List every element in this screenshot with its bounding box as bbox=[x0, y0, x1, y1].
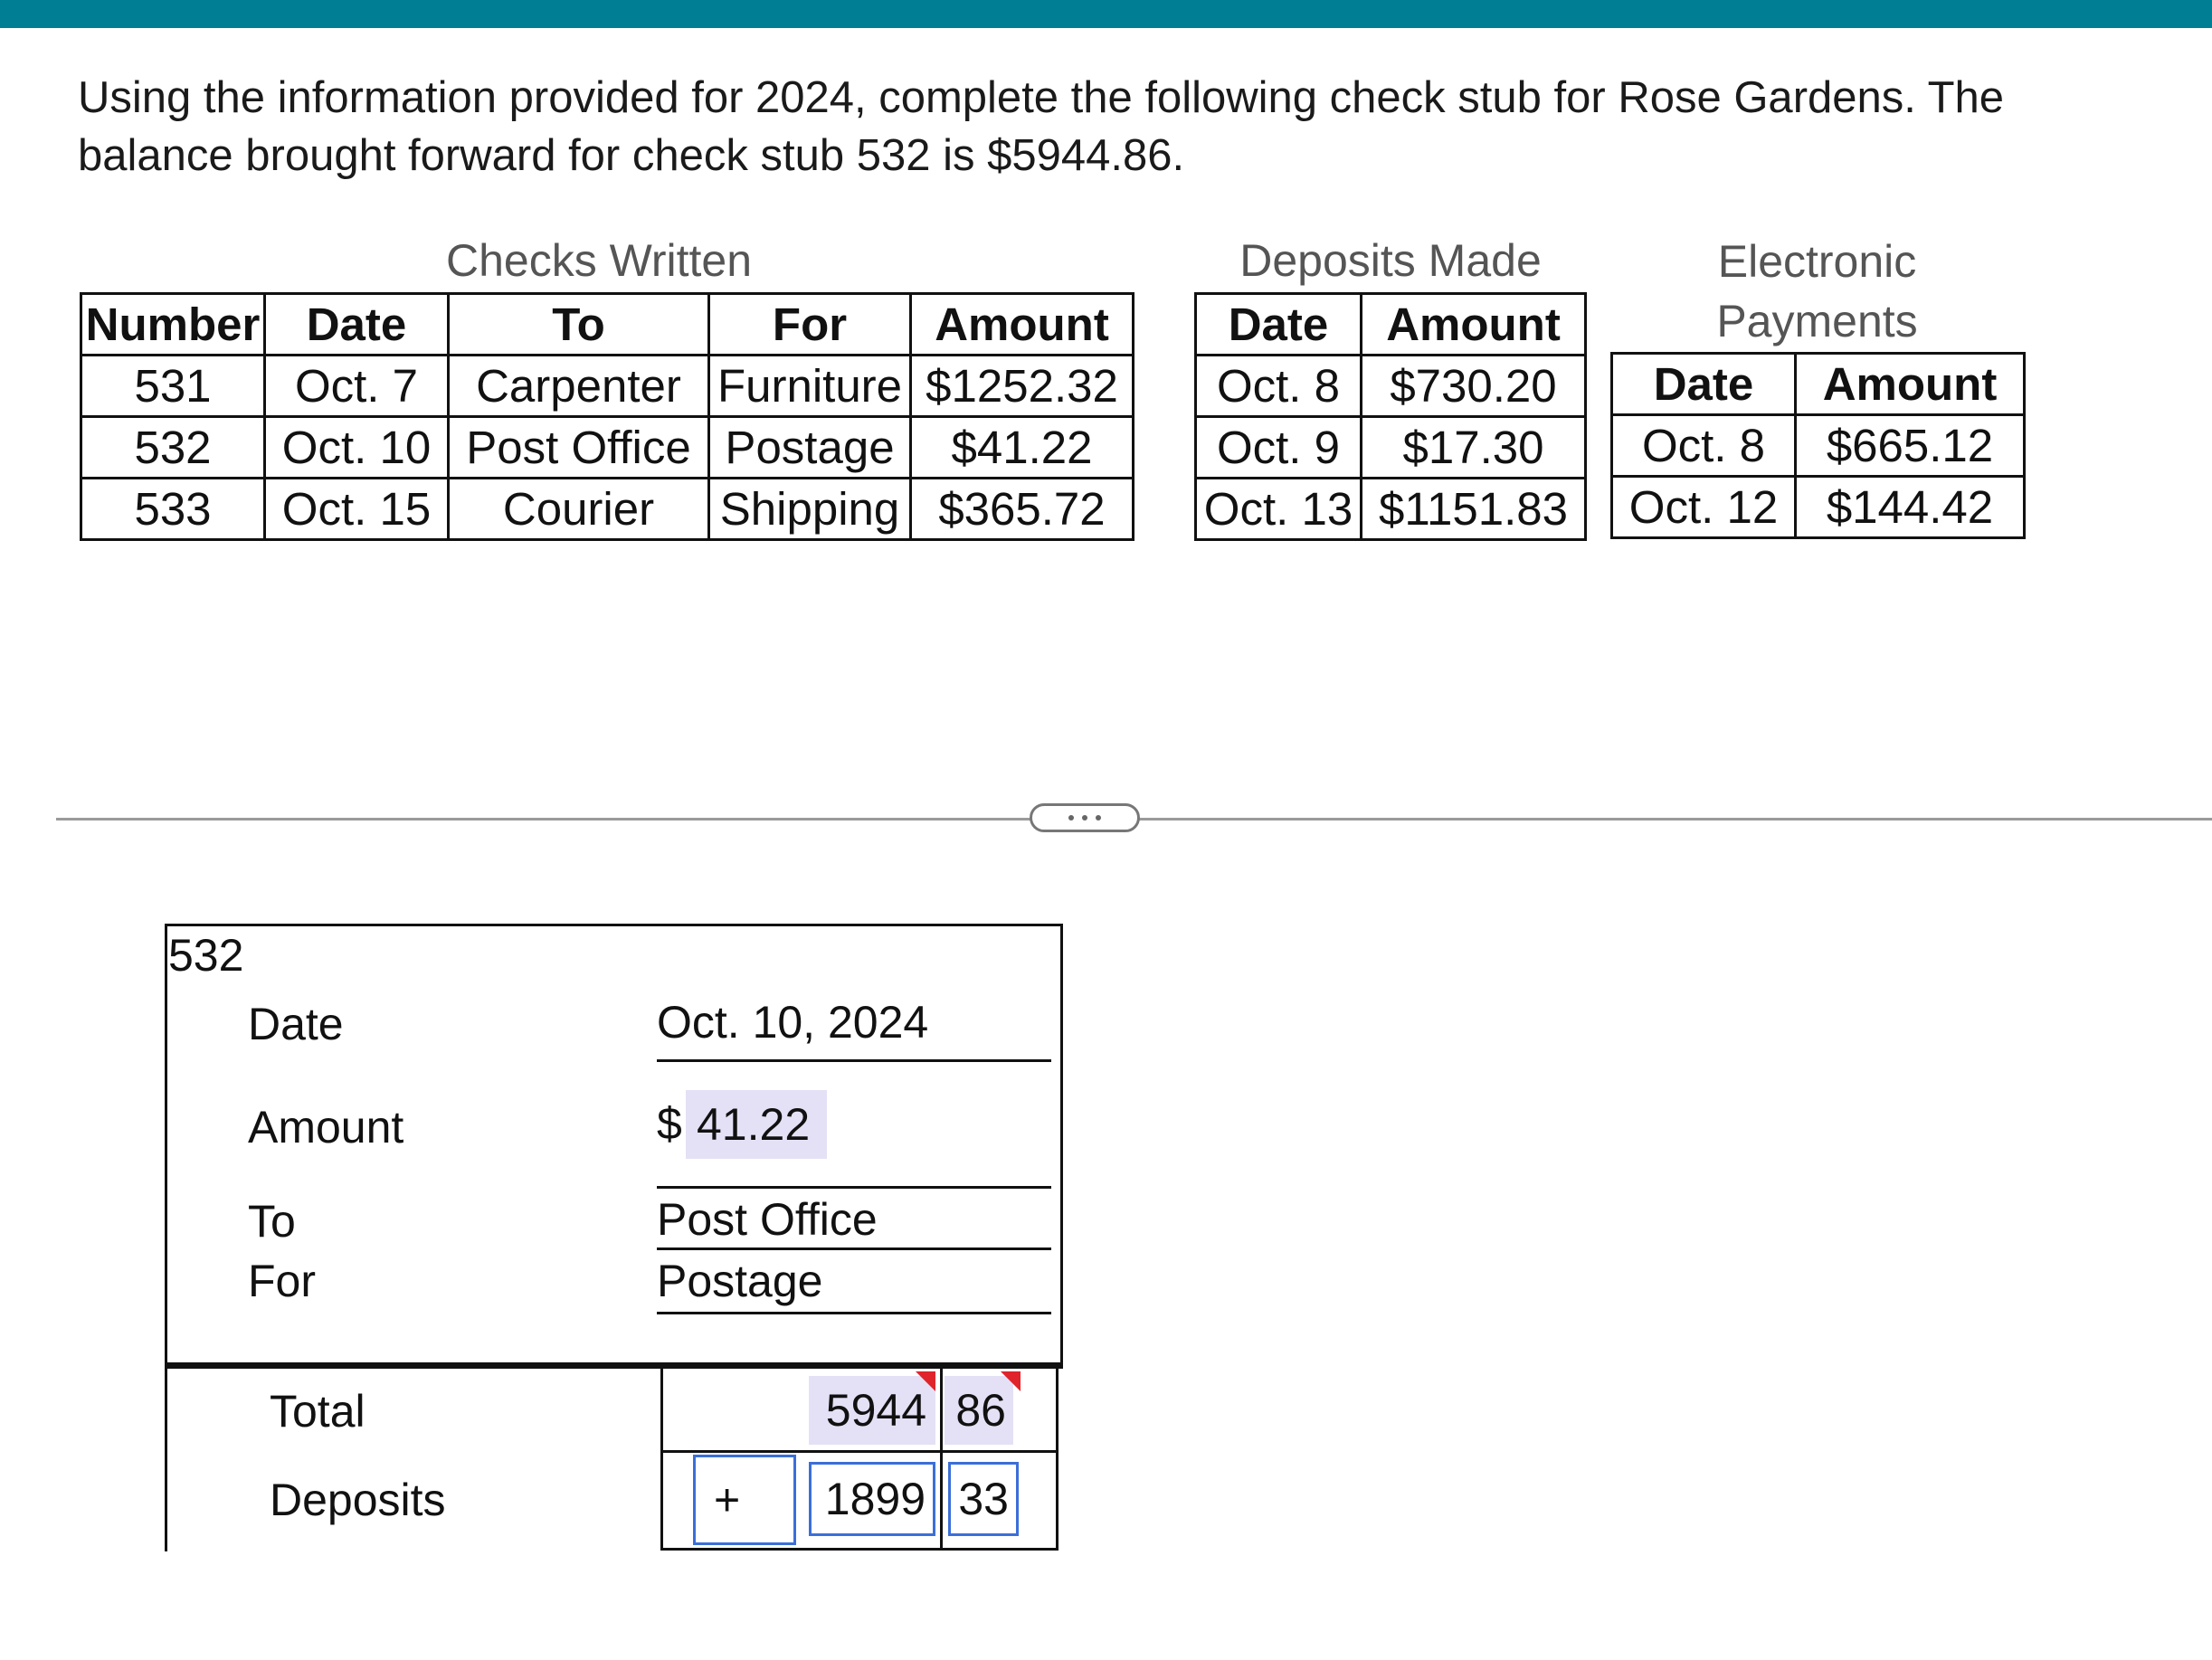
for-value: Postage bbox=[657, 1256, 823, 1306]
total-dollars: 5944 bbox=[809, 1376, 935, 1445]
column-header: For bbox=[709, 294, 911, 356]
divider-drag-handle[interactable] bbox=[1030, 803, 1140, 832]
table-cell: $365.72 bbox=[911, 479, 1134, 540]
deposits-made-caption: Deposits Made bbox=[1239, 235, 1542, 286]
to-underline bbox=[657, 1247, 1051, 1250]
error-flag-icon bbox=[1001, 1371, 1021, 1391]
table-cell: Oct. 12 bbox=[1612, 477, 1796, 538]
dot-icon bbox=[1082, 815, 1087, 821]
total-label: Total bbox=[270, 1386, 366, 1437]
table-cell: $41.22 bbox=[911, 417, 1134, 479]
table-row bbox=[1196, 479, 1586, 540]
deposits-cents-input[interactable]: 33 bbox=[948, 1462, 1019, 1536]
dot-icon bbox=[1096, 815, 1101, 821]
deposits-dollars-input[interactable]: 1899 bbox=[809, 1462, 935, 1536]
table-row bbox=[1196, 356, 1586, 417]
date-label: Date bbox=[248, 999, 344, 1049]
table-cell: Carpenter bbox=[449, 356, 709, 417]
table-cell: Furniture bbox=[709, 356, 911, 417]
amount-currency: $ bbox=[657, 1098, 682, 1149]
amount-underline bbox=[657, 1186, 1051, 1189]
stub-number: 532 bbox=[168, 930, 244, 981]
deposits-sign-input[interactable]: + bbox=[693, 1455, 796, 1545]
table-row bbox=[1612, 415, 2025, 477]
table-cell: $17.30 bbox=[1362, 417, 1586, 479]
table-header-row bbox=[81, 294, 1134, 356]
table-cell: Oct. 8 bbox=[1612, 415, 1796, 477]
electronic-payments-caption-line1: Electronic bbox=[1717, 236, 1917, 287]
calculation-row-divider bbox=[660, 1450, 1059, 1453]
date-value: Oct. 10, 2024 bbox=[657, 997, 929, 1048]
table-cell: Shipping bbox=[709, 479, 911, 540]
column-header: Amount bbox=[1796, 354, 2025, 415]
table-cell: Oct. 8 bbox=[1196, 356, 1362, 417]
for-label: For bbox=[248, 1256, 316, 1306]
column-header: Amount bbox=[911, 294, 1134, 356]
table-row bbox=[81, 417, 1134, 479]
total-cents: 86 bbox=[945, 1376, 1013, 1445]
table-cell: Oct. 9 bbox=[1196, 417, 1362, 479]
table-cell: Post Office bbox=[449, 417, 709, 479]
to-value: Post Office bbox=[657, 1194, 878, 1245]
column-header: Amount bbox=[1362, 294, 1586, 356]
amount-label: Amount bbox=[248, 1102, 404, 1153]
electronic-payments-table bbox=[1610, 352, 2026, 539]
to-label: To bbox=[248, 1196, 296, 1247]
column-header: Date bbox=[1612, 354, 1796, 415]
column-header: Date bbox=[1196, 294, 1362, 356]
table-cell: Courier bbox=[449, 479, 709, 540]
checks-written-caption: Checks Written bbox=[445, 235, 753, 286]
dot-icon bbox=[1068, 815, 1074, 821]
table-cell: Oct. 10 bbox=[265, 417, 449, 479]
stub-left-border bbox=[165, 1368, 167, 1551]
error-flag-icon bbox=[916, 1371, 935, 1391]
amount-value: 41.22 bbox=[686, 1090, 827, 1159]
deposits-made-table bbox=[1194, 292, 1587, 541]
column-header: Number bbox=[81, 294, 265, 356]
top-accent-bar bbox=[0, 0, 2212, 28]
table-row bbox=[81, 356, 1134, 417]
table-cell: $1151.83 bbox=[1362, 479, 1586, 540]
table-row bbox=[1612, 477, 2025, 538]
table-cell: $144.42 bbox=[1796, 477, 2025, 538]
question-text: Using the information provided for 2024, complete the following check stub for Rose Gardens. The balance brought forward for check stub 532 is $5944.86. bbox=[78, 73, 2005, 180]
for-underline bbox=[657, 1312, 1051, 1314]
table-cell: $1252.32 bbox=[911, 356, 1134, 417]
table-cell: $665.12 bbox=[1796, 415, 2025, 477]
calculation-cents-divider bbox=[940, 1367, 943, 1551]
checks-written-table bbox=[80, 292, 1134, 541]
table-cell: Oct. 7 bbox=[265, 356, 449, 417]
table-row bbox=[1196, 417, 1586, 479]
electronic-payments-caption-line2: Payments bbox=[1716, 296, 1918, 346]
column-header: To bbox=[449, 294, 709, 356]
table-header-row bbox=[1612, 354, 2025, 415]
table-row bbox=[81, 479, 1134, 540]
column-header: Date bbox=[265, 294, 449, 356]
table-cell: Postage bbox=[709, 417, 911, 479]
table-cell: Oct. 15 bbox=[265, 479, 449, 540]
table-header-row bbox=[1196, 294, 1586, 356]
table-cell: Oct. 13 bbox=[1196, 479, 1362, 540]
table-cell: $730.20 bbox=[1362, 356, 1586, 417]
date-underline bbox=[657, 1059, 1051, 1062]
table-cell: 533 bbox=[81, 479, 265, 540]
deposits-label: Deposits bbox=[270, 1475, 446, 1525]
table-cell: 532 bbox=[81, 417, 265, 479]
table-cell: 531 bbox=[81, 356, 265, 417]
